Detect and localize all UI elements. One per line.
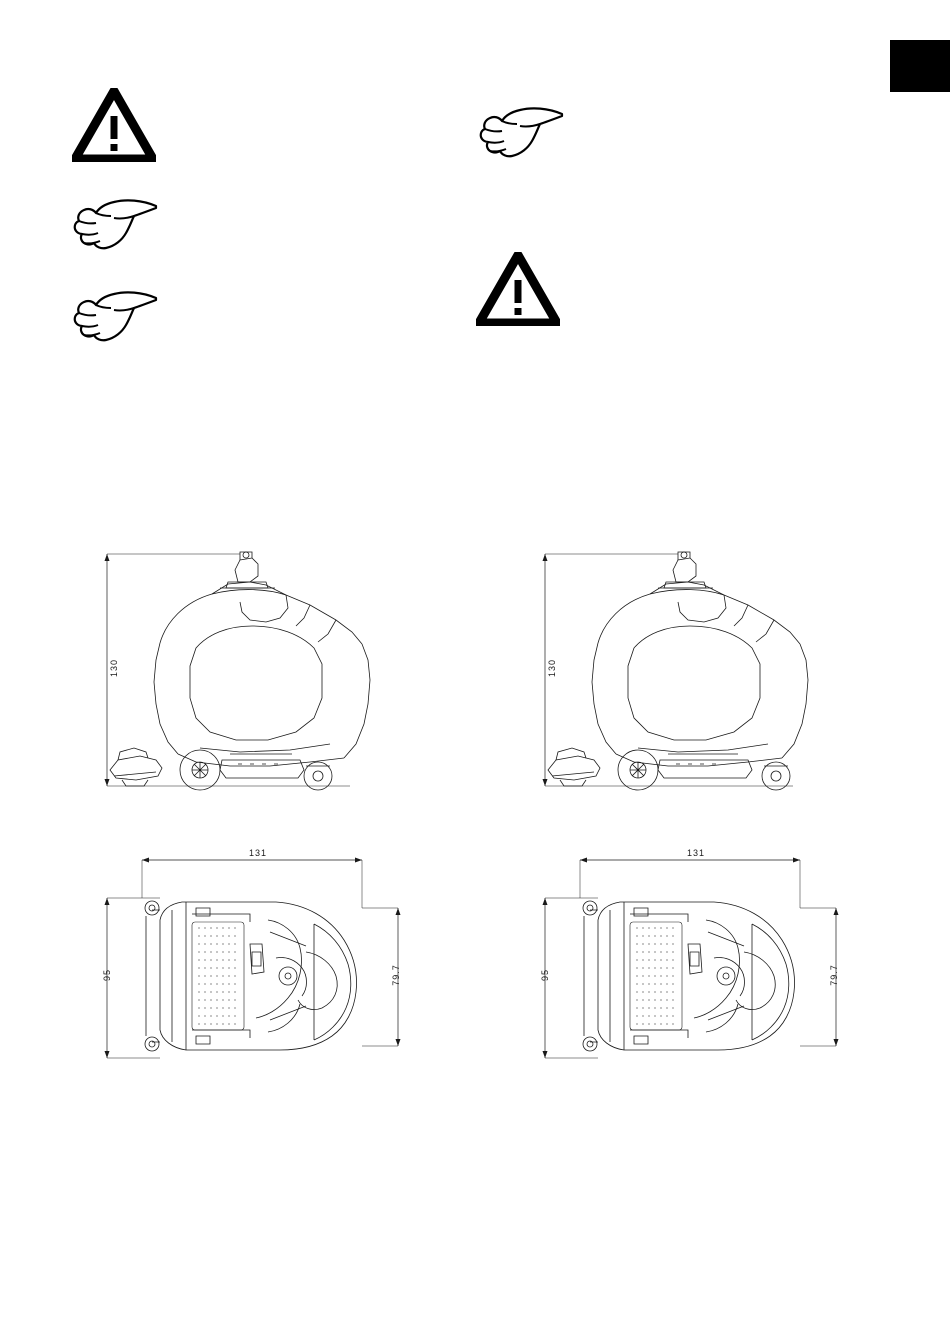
dimension-length-131: 131: [686, 848, 706, 858]
dimension-width-95: 95: [540, 969, 550, 982]
dimension-height-130: 130: [547, 658, 557, 678]
dimension-length-131: 131: [248, 848, 268, 858]
pointing-hand-icon: [72, 288, 158, 344]
dimension-width-79-7: 79.7: [391, 964, 401, 986]
machine-side-view-right: [538, 548, 838, 798]
dimension-width-79-7: 79.7: [829, 964, 839, 986]
machine-top-view-right: [538, 848, 848, 1073]
pointing-hand-icon: [72, 196, 158, 252]
machine-top-view-left: [100, 848, 410, 1073]
machine-side-view-left: [100, 548, 400, 798]
dimension-height-130: 130: [109, 658, 119, 678]
warning-triangle-icon: [476, 252, 560, 326]
warning-triangle-icon: [72, 88, 156, 162]
dimension-width-95: 95: [102, 969, 112, 982]
pointing-hand-icon: [478, 104, 564, 160]
page-corner-marker: [890, 40, 950, 92]
